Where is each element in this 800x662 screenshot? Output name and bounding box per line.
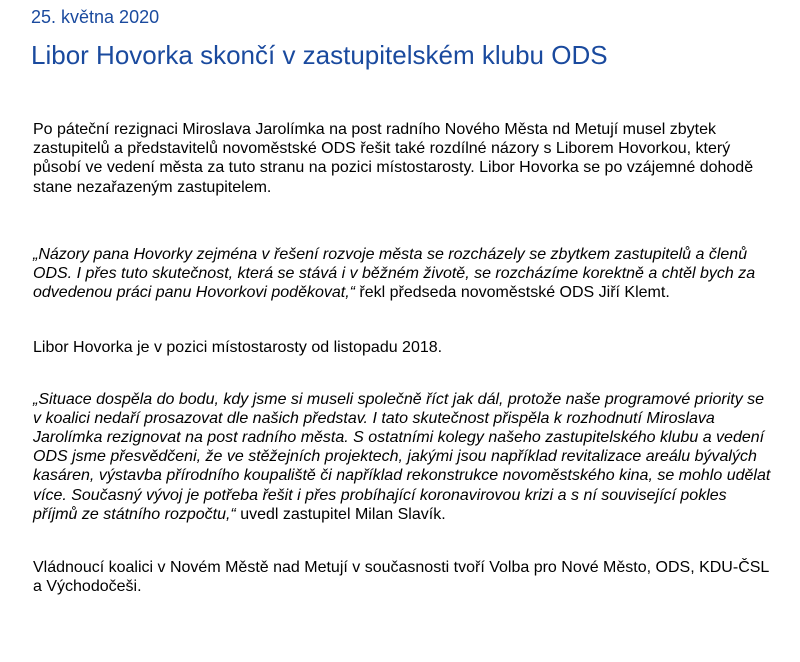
article-body xyxy=(33,120,773,596)
quote-klemt-attribution: řekl předseda novoměstské ODS Jiří Klemt. xyxy=(354,284,670,302)
paragraph-quote-klemt xyxy=(33,245,773,303)
article-title: Libor Hovorka skončí v zastupitelském klubu ODS xyxy=(31,40,608,70)
paragraph-coalition: Vládnoucí koalici v Novém Městě nad Metují v současnosti tvoří Volba pro Nové Město, ODS, KDU-ČSL a Východočeši. xyxy=(33,559,769,596)
quote-klemt: „Názory pana Hovorky zejména v řešení rozvoje města se rozcházely se zbytkem zastupitelů a členů ODS. I přes tuto skutečnost, která se stává i v běžném životě, se rozcházíme korektně a chtěl bych za odvedenou práci panu Hovorkovi poděkovat,“ xyxy=(33,245,756,302)
article-date: 25. května 2020 xyxy=(31,7,160,27)
quote-slavik: „Situace dospěla do bodu, kdy jsme si museli společně říct jak dál, protože naše programové priority se v koalici nedaří prosazovat dle našich představ. I tato skutečnost přispěla k rozhodnutí Miroslava Jarolímka rezignovat na post radního města. S ostatními kolegy našeho zastupitelského klubu a vedení ODS jsme přesvědčeni, že ve stěžejních projektech, jakými jsou například revitalizace areálu bývalých kasáren, výstavba přírodního koupaliště či například rekonstrukce novoměstského kina, se mohlo udělat více. Současný vývoj je potřeba řešit i přes probíhající koronavirovou krizi a s ní související pokles příjmů ze státního rozpočtu,“ xyxy=(33,390,771,523)
paragraph-quote-slavik xyxy=(33,390,773,524)
paragraph-intro: Po páteční rezignaci Miroslava Jarolímka na post radního Nového Města nd Metují musel zbytek zastupitelů a představitelů novoměstské ODS řešit také rozdílné názory s Liborem Hovorkou, který působí ve vedení města za tuto stranu na pozici místostarosty. Libor Hovorka se po vzájemné dohodě stane nezařazeným zastupitelem. xyxy=(33,121,754,196)
paragraph-hovorka-term: Libor Hovorka je v pozici místostarosty od listopadu 2018. xyxy=(33,339,443,357)
quote-slavik-attribution: uvedl zastupitel Milan Slavík. xyxy=(235,505,446,523)
